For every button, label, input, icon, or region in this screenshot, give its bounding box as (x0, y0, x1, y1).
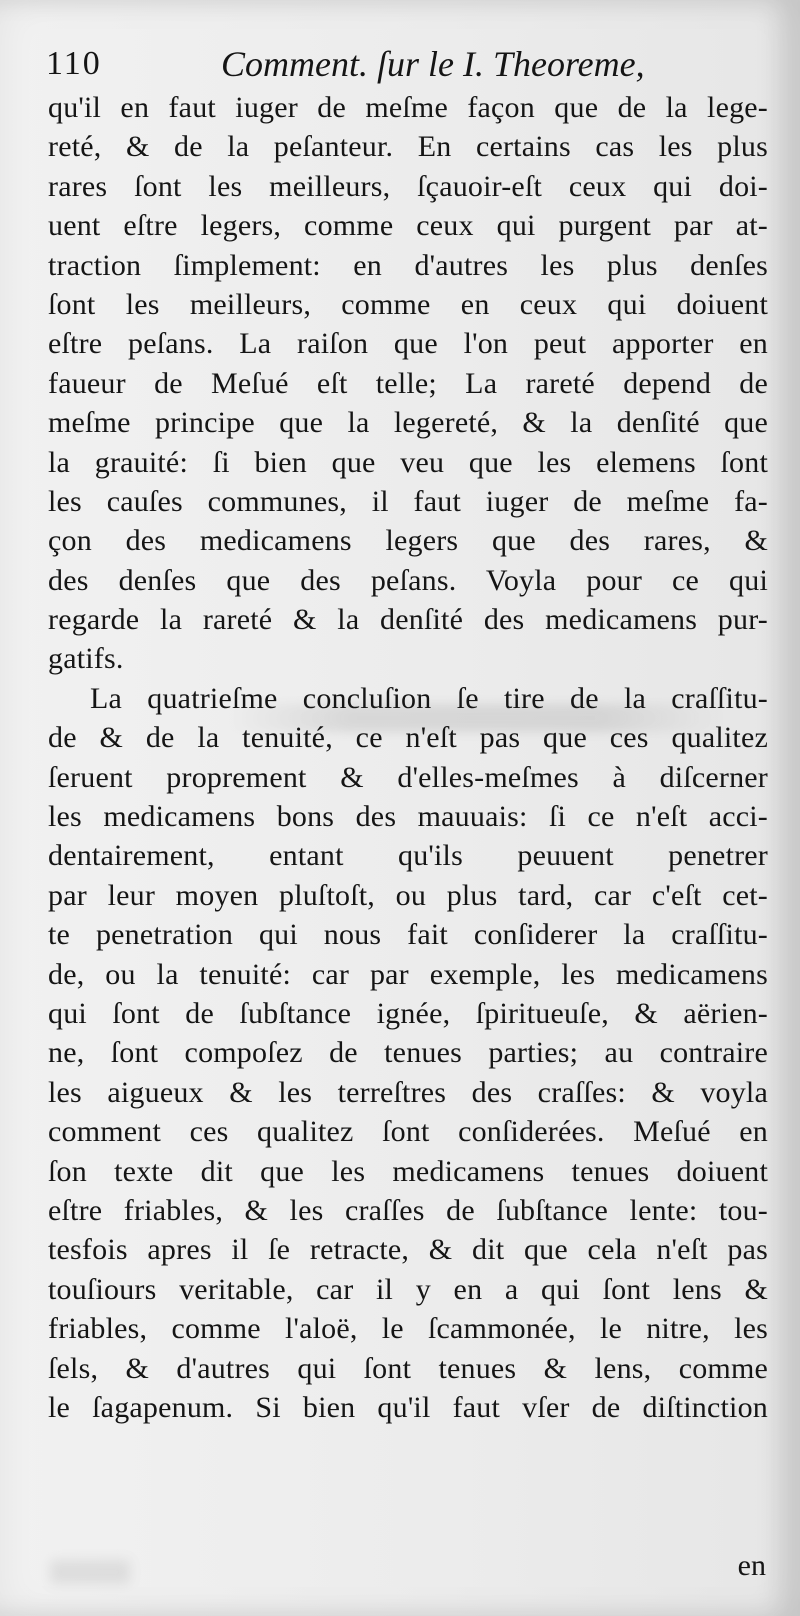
text-line: çon des medicamens legers que des rares, & (48, 524, 768, 558)
text-line: reté, & de la peſanteur. En certains cas les plus (48, 130, 768, 164)
text-line: des denſes que des peſans. Voyla pour ce qui (48, 563, 768, 597)
text-line: ſon texte dit que les medicamens tenues doiuent (48, 1154, 768, 1188)
text-line: de & de la tenuité, ce n'eſt pas que ces qualitez (48, 721, 768, 755)
text-line: touſiours veritable, car il y en a qui ſont lens & (48, 1272, 768, 1306)
text-line: qu'il en faut iuger de meſme façon que de la lege- (48, 91, 768, 124)
text-line: ſeruent proprement & d'elles-meſmes à diſcerner (48, 760, 768, 794)
text-line: La quatrieſme concluſion ſe tire de la craſſitu- (90, 681, 768, 715)
text-line: qui ſont de ſubſtance ignée, ſpiritueuſe, & aërien- (48, 996, 768, 1030)
text-line: meſme principe que la legereté, & la denſité que (48, 406, 768, 440)
body-text (48, 88, 768, 1427)
text-line: tesfois apres il ſe retracte, & dit que cela n'eſt pas (48, 1233, 768, 1267)
text-line: les medicamens bons des mauuais: ſi ce n'eſt acci- (48, 800, 768, 834)
text-line: faueur de Meſué eſt telle; La rareté depend de (48, 366, 768, 400)
text-line: eſtre friables, & les craſſes de ſubſtance lente: tou- (48, 1193, 768, 1227)
text-line: la grauité: ſi bien que veu que les elemens ſont (48, 445, 768, 479)
text-line: te penetration qui nous fait conſiderer la craſſitu- (48, 918, 768, 952)
text-line: friables, comme l'aloë, le ſcammonée, le nitre, les (48, 1312, 768, 1346)
text-line: eſtre peſans. La raiſon que l'on peut apporter en (48, 327, 768, 361)
text-line: le ſagapenum. Si bien qu'il faut vſer de diſtinction (48, 1390, 768, 1424)
text-line: les aigueux & les terreſtres des craſſes: & voyla (48, 1075, 768, 1109)
text-line: regarde la rareté & la denſité des medicamens pur- (48, 603, 768, 637)
text-line: rares ſont les meilleurs, ſçauoir-eſt ceux qui doi- (48, 169, 768, 203)
text-line: gatifs. (48, 642, 124, 676)
text-line: par leur moyen pluſtoſt, ou plus tard, car c'eſt cet- (48, 878, 768, 912)
text-line: uent eſtre legers, comme ceux qui purgent par at- (48, 209, 768, 243)
text-line: ne, ſont compoſez de tenues parties; au contraire (48, 1036, 768, 1070)
text-line: traction ſimplement: en d'autres les plus denſes (48, 248, 768, 282)
show-through-ink-bottom (50, 1560, 130, 1584)
page-number: 110 (46, 45, 102, 82)
text-line: ſont les meilleurs, comme en ceux qui doiuent (48, 287, 768, 321)
text-line: ſels, & d'autres qui ſont tenues & lens, comme (48, 1351, 768, 1385)
text-line: les cauſes communes, il faut iuger de meſme fa- (48, 484, 768, 518)
text-line: de, ou la tenuité: car par exemple, les medicamens (48, 957, 768, 991)
text-line: dentairement, entant qu'ils peuuent penetrer (48, 839, 768, 873)
running-head: Comment. ſur le I. Theoreme, (221, 44, 645, 84)
text-line: comment ces qualitez ſont conſiderées. Meſué en (48, 1115, 768, 1149)
catchword: en (737, 1549, 766, 1582)
